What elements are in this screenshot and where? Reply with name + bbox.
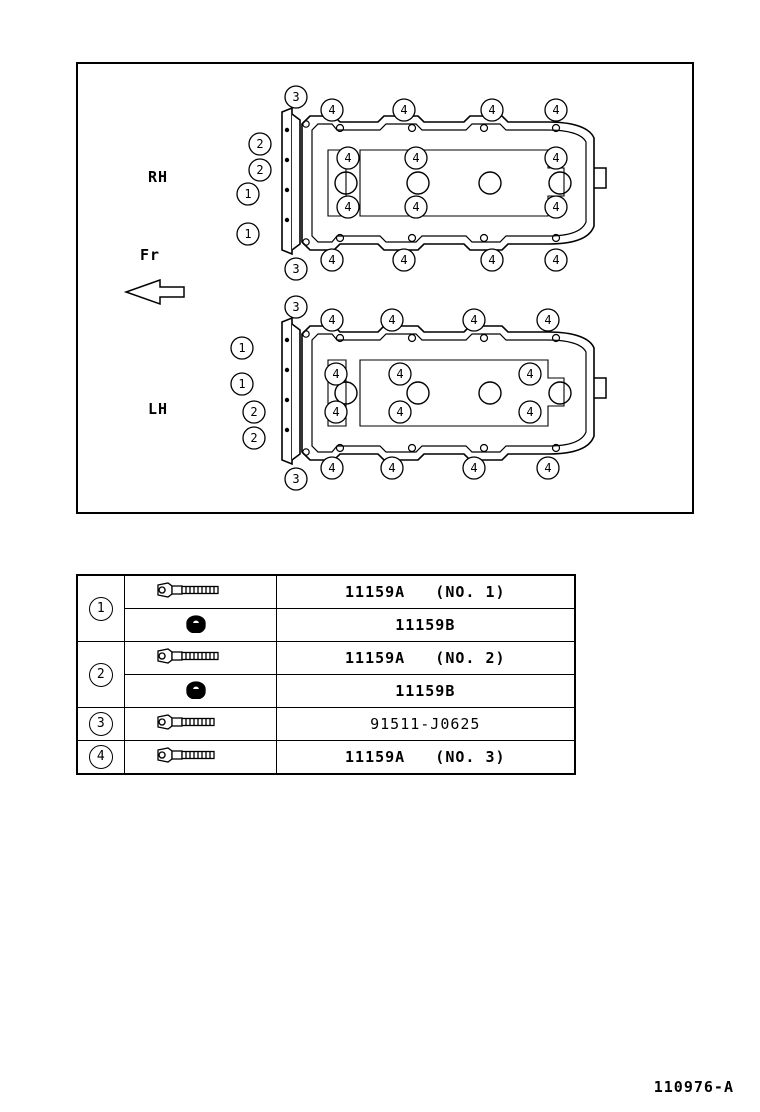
ref-number: 2 [89, 663, 113, 687]
svg-text:4: 4 [328, 253, 336, 267]
svg-text:4: 4 [388, 313, 396, 327]
svg-text:4: 4 [552, 103, 560, 117]
ref-cell [77, 575, 124, 642]
svg-text:4: 4 [412, 151, 420, 165]
svg-text:3: 3 [292, 90, 300, 104]
svg-text:4: 4 [552, 253, 560, 267]
bolt-icon [124, 575, 276, 609]
svg-text:1: 1 [238, 377, 246, 391]
svg-text:4: 4 [552, 151, 560, 165]
bolt-icon [124, 708, 276, 741]
svg-text:4: 4 [332, 405, 340, 419]
svg-text:4: 4 [332, 367, 340, 381]
part-code: 11159B [276, 675, 575, 708]
bolt-icon [124, 741, 276, 775]
svg-text:4: 4 [526, 367, 534, 381]
svg-text:1: 1 [238, 341, 246, 355]
svg-text:2: 2 [250, 431, 258, 445]
svg-text:3: 3 [292, 300, 300, 314]
ref-number: 1 [89, 597, 113, 621]
bolt-icon-svg [152, 712, 248, 732]
table-row [77, 575, 575, 609]
lh-cylinder-head-cover [282, 318, 606, 464]
label-rh: RH [148, 168, 169, 186]
svg-text:2: 2 [250, 405, 258, 419]
svg-text:4: 4 [470, 461, 478, 475]
ref-cell [77, 642, 124, 708]
svg-text:4: 4 [396, 367, 404, 381]
ref-cell [77, 741, 124, 775]
svg-text:4: 4 [488, 253, 496, 267]
diagram-svg [78, 64, 692, 512]
label-lh: LH [148, 400, 169, 418]
part-code: 11159B [276, 609, 575, 642]
rh-cylinder-head-cover [282, 108, 606, 254]
svg-text:1: 1 [244, 227, 252, 241]
svg-text:4: 4 [526, 405, 534, 419]
part-code: 91511-J0625 [276, 708, 575, 741]
svg-text:4: 4 [488, 103, 496, 117]
ref-number: 4 [89, 745, 113, 769]
svg-text:4: 4 [544, 313, 552, 327]
svg-text:3: 3 [292, 472, 300, 486]
svg-text:3: 3 [292, 262, 300, 276]
washer-icon-svg [152, 679, 248, 699]
table-row [77, 708, 575, 741]
part-code: 11159A (NO. 3) [276, 741, 575, 775]
washer-icon [124, 675, 276, 708]
svg-text:2: 2 [256, 137, 264, 151]
svg-text:4: 4 [328, 461, 336, 475]
svg-text:4: 4 [328, 313, 336, 327]
svg-text:4: 4 [400, 253, 408, 267]
table-row [77, 675, 575, 708]
ref-cell [77, 708, 124, 741]
parts-legend-table [76, 574, 576, 775]
svg-text:4: 4 [328, 103, 336, 117]
engine-cover-diagram [76, 62, 694, 514]
bolt-icon-svg [152, 646, 248, 666]
part-code: 11159A (NO. 2) [276, 642, 575, 675]
washer-icon-svg [152, 613, 248, 633]
table-row [77, 609, 575, 642]
svg-text:4: 4 [344, 151, 352, 165]
washer-icon [124, 609, 276, 642]
ref-number: 3 [89, 712, 113, 736]
bolt-icon-svg [152, 580, 248, 600]
svg-text:4: 4 [388, 461, 396, 475]
svg-text:4: 4 [412, 200, 420, 214]
svg-text:4: 4 [344, 200, 352, 214]
svg-text:1: 1 [244, 187, 252, 201]
figure-code: 110976-A [653, 1078, 734, 1096]
svg-text:4: 4 [470, 313, 478, 327]
svg-text:4: 4 [396, 405, 404, 419]
svg-text:4: 4 [552, 200, 560, 214]
part-code: 11159A (NO. 1) [276, 575, 575, 609]
front-direction-arrow [126, 280, 184, 304]
label-front-direction: Fr [140, 246, 161, 264]
bolt-icon [124, 642, 276, 675]
table-row [77, 741, 575, 775]
svg-text:2: 2 [256, 163, 264, 177]
svg-text:4: 4 [400, 103, 408, 117]
bolt-icon-svg [152, 745, 248, 765]
svg-text:4: 4 [544, 461, 552, 475]
table-row [77, 642, 575, 675]
